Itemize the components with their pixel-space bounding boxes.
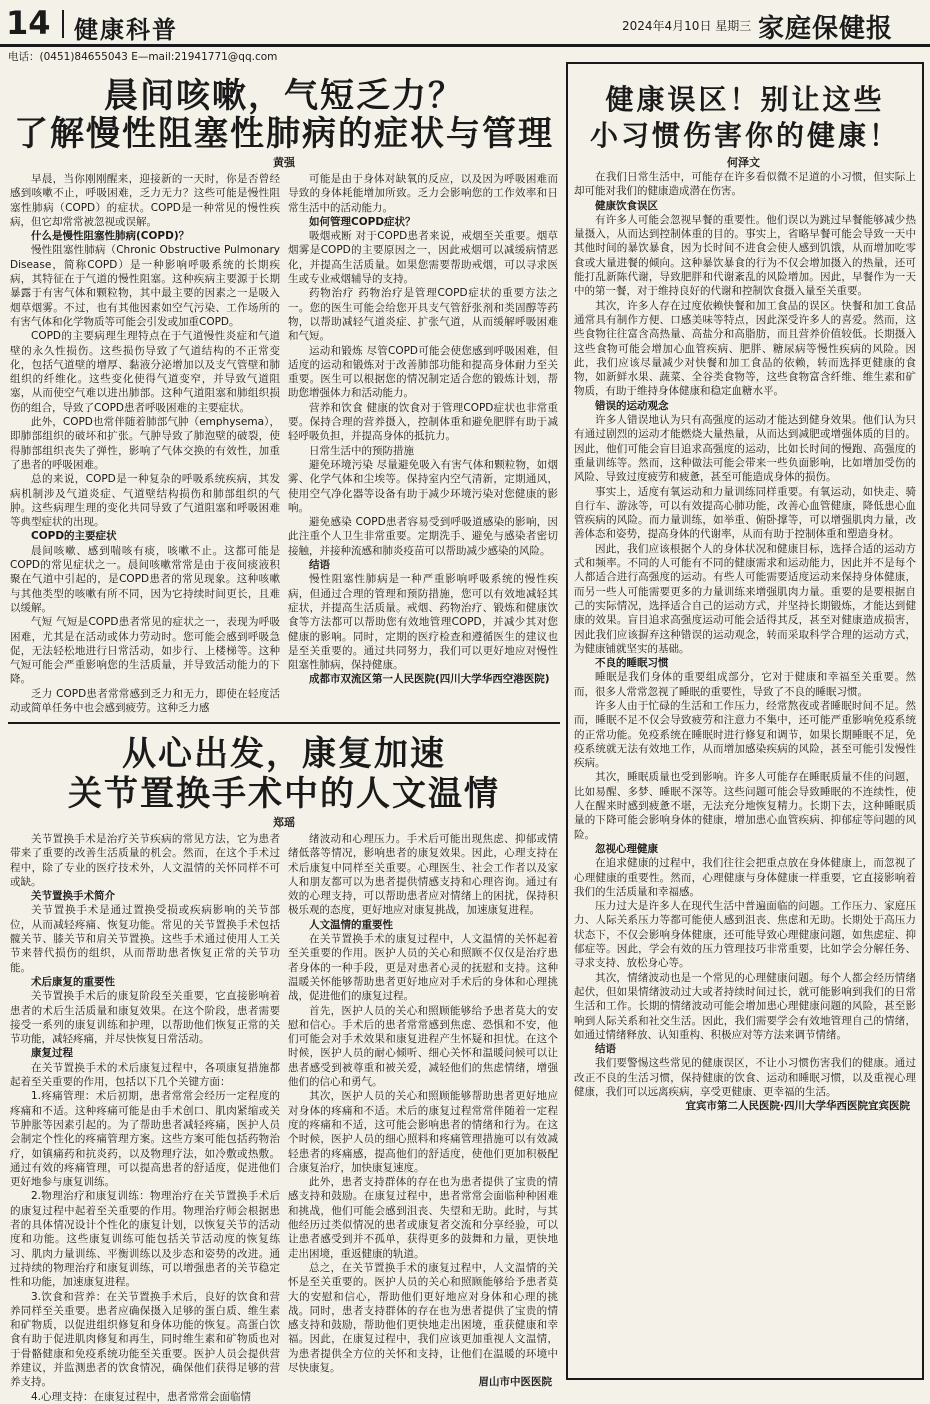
paragraph: 晨间咳嗽、感到喘咳有痰，咳嗽不止。这都可能是COPD的常见症状之一。晨间咳嗽常常是由于夜间痰液积聚在气道中引起的，是COPD患者的常见现象。这种咳嗽与其他类型的咳嗽有所不同，因为它持续时间更长，且难以缓解。 bbox=[10, 544, 280, 614]
header-rule bbox=[0, 44, 930, 47]
paragraph: 首先，医护人员的关心和照顾能够给予患者莫大的安慰和信心。手术后的患者常常感到焦虑、恐惧和不安，他们可能会对手术效果和康复进程产生怀疑和担忧。在这个时候，医护人员的耐心倾听、细心关怀和温暖问候可以让患者感受到被尊重和被关爱，减轻他们的焦虑情绪，增强他们的信心和勇气。 bbox=[288, 1004, 558, 1089]
article-divider bbox=[8, 722, 560, 724]
paragraph: 3.饮食和营养：在关节置换手术后，良好的饮食和营养同样至关重要。患者应确保摄入足够的蛋白质、维生素和矿物质，以促进组织修复和身体功能的恢复。高蛋白饮食有助于促进肌肉修复和再生，同时维生素和矿物质也对于骨骼健康和免疫系统功能至关重要。医护人员会提供营养建议，并监测患者的饮食情况，确保他们获得足够的营养支持。 bbox=[10, 1290, 280, 1389]
contact-line: 电话：(0451)84655043 E—mail:21941771@qq.com bbox=[8, 51, 278, 63]
paragraph: 绪波动和心理压力。手术后可能出现焦虑、抑郁或情绪低落等情况，影响患者的康复效果。因此，心理支持在术后康复中同样至关重要。心理医生、社会工作者以及家人和朋友都可以为患者提供情感支持和心理咨询。通过有效的心理支持，可以帮助患者应对情绪上的困扰，保持积极乐观的态度，更好地应对康复挑战，加速康复进程。 bbox=[288, 833, 558, 917]
paragraph: 避免环境污染 尽量避免吸入有害气体和颗粒物，如烟雾、化学气体和尘埃等。保持室内空气清新，定期通风，使用空气净化器等设备有助于减少环境污染对您健康的影响。 bbox=[288, 458, 558, 514]
article3-author: 何泽文 bbox=[727, 156, 760, 169]
paragraph: 其次，医护人员的关心和照顾能够帮助患者更好地应对身体的疼痛和不适。术后的康复过程常常伴随着一定程度的疼痛和不适，这可能会影响患者的情绪和行为。在这个时候，医护人员的细心照料和疼痛管理措施可以有效减轻患者的疼痛感，提高他们的舒适度，使他们更加积极配合康复治疗，加快康复速度。 bbox=[288, 1090, 558, 1174]
article3-title-line1: 健康误区！别让这些 bbox=[605, 83, 885, 116]
issue-date: 2024年4月10日 星期三 bbox=[622, 19, 752, 33]
subheading: 如何管理COPD症状？ bbox=[309, 215, 416, 228]
article3-body bbox=[574, 170, 916, 1372]
paragraph: 睡眠是我们身体的重要组成部分，它对于健康和幸福至关重要。然而，很多人常常忽视了睡眠的重要性，导致了不良的睡眠习惯。 bbox=[574, 671, 916, 698]
paragraph: 慢性阻塞性肺病（Chronic Obstructive Pulmonary Disease，简称COPD）是一种影响呼吸系统的长期疾病，其特征在于气道的慢性阻塞。这种疾病主要源于长期暴露于有害气体和颗粒物，其中最主要的因素之一是吸入烟草烟雾。不过，也有其他因素如空气污染、工作场所的有害气体和化学物质等可能会引发或加重COPD。 bbox=[10, 244, 280, 328]
paragraph: 气短 气短是COPD患者常见的症状之一，表现为呼吸困难，尤其是在活动或体力劳动时。您可能会感到呼吸急促，无法轻松地进行日常活动，如步行、上楼梯等。这种气短可能会严重影响您的生活质量，并导致活动能力的下降。 bbox=[10, 616, 280, 686]
article3-title-line2: 小习惯伤害你的健康！ bbox=[589, 119, 900, 152]
paragraph: 压力过大是许多人在现代生活中普遍面临的问题。工作压力、家庭压力、人际关系压力等都可能使人感到沮丧、焦虑和无助。长期处于高压力状态下，不仅会影响身体健康，还可能导致心理健康问题，如焦虑症、抑郁症等。因此，学会有效的压力管理技巧非常重要，比如学会分解任务、寻求支持、放松身心等。 bbox=[574, 900, 916, 970]
article2-column-2 bbox=[288, 832, 558, 1389]
paragraph: 有许多人可能会忽视早餐的重要性。他们误以为跳过早餐能够减少热量摄入，从而达到控制体重的目的。事实上，省略早餐可能会导致一天中其他时间的暴饮暴食，因为长时间不进食会使人感到饥饿，从而增加吃零食或大量进餐的倾向。这种暴饮暴食的行为不仅会增加摄入的热量，还可能打乱新陈代谢，导致肥胖和代谢紊乱的风险增加。因此，早餐作为一天中的第一餐，对于维持良好的代谢和控制饮食摄入量至关重要。 bbox=[574, 213, 916, 298]
paragraph: 其次，睡眠质量也受到影响。许多人可能存在睡眠质量不佳的问题，比如易醒、多梦、睡眠不深等。这些问题可能会导致睡眠的不连续性，使人在醒来时感到疲惫不堪，无法充分地恢复精力。长期下去，这种睡眠质量的下降可能会影响身体的健康，增加患心血管疾病、抑郁症等问题的风险。 bbox=[574, 771, 916, 841]
subheading: 人文温情的重要性 bbox=[309, 918, 393, 931]
subheading: 错误的运动观念 bbox=[595, 399, 669, 412]
article2-author: 郑瑶 bbox=[273, 816, 295, 829]
subheading: 术后康复的重要性 bbox=[31, 975, 115, 988]
paragraph: 许多人错误地认为只有高强度的运动才能达到健身效果。他们认为只有通过剧烈的运动才能燃烧大量热量，从而达到减肥或增强体质的目的。因此，他们可能会盲目追求高强度的运动，比如长时间的慢跑、高强度的重量训练等。然而，这种做法可能会带来一些负面影响，比如增加受伤的风险、导致过度疲劳和疲惫，甚至可能造成身体的损伤。 bbox=[574, 414, 916, 484]
paragraph: 营养和饮食 健康的饮食对于管理COPD症状也非常重要。保持合理的营养摄入，控制体重和避免肥胖有助于减轻呼吸负担，并提高身体的抵抗力。 bbox=[288, 401, 558, 443]
byline-institution: 宜宾市第二人民医院·四川大学华西医院宜宾医院 bbox=[685, 1100, 910, 1113]
article1-title-line2: 了解慢性阻塞性肺病的症状与管理 bbox=[14, 114, 554, 154]
paragraph: 关节置换手术是通过置换受损或疾病影响的关节部位，从而减轻疼痛、恢复功能。常见的关节置换手术包括髋关节、膝关节和肩关节置换。这些手术通过使用人工关节来替代损伤的组织，从而帮助患者恢复正常的关节功能。 bbox=[10, 904, 280, 974]
header-divider bbox=[62, 10, 64, 38]
paragraph: 可能是由于身体对缺氧的反应，以及因为呼吸困难而导致的身体耗能增加所致。乏力会影响您的工作效率和日常生活中的活动能力。 bbox=[288, 173, 558, 214]
subheading: 忽视心理健康 bbox=[595, 842, 658, 855]
paragraph: 在关节置换手术的康复过程中，人文温情的关怀起着至关重要的作用。医护人员的关心和照顾不仅仅是治疗患者身体的一种手段，更是对患者心灵的抚慰和支持。这种温暖关怀能够帮助患者更好地应对手术后的身体和心理挑战，促进他们的康复过程。 bbox=[288, 933, 558, 1003]
paragraph: 4.心理支持：在康复过程中，患者常常会面临情 bbox=[31, 1390, 252, 1403]
paragraph: 此外，COPD也常伴随着肺部气肿（emphysema），即肺部组织的破坏和扩张。气肿导致了肺泡壁的破裂，使得肺部组织丧失了弹性，影响了气体交换的有效性，加重了患者的呼吸困难。 bbox=[10, 416, 280, 471]
paragraph: 因此，我们应该根据个人的身体状况和健康目标，选择合适的运动方式和频率。不同的人可能有不同的健康需求和运动能力，因此并不是每个人都适合进行高强度的运动。有些人可能需要适度运动来保持身体健康，而另一些人可能需要更多的力量训练来增强肌肉力量。重要的是要根据自己的实际情况，选择适合自己的运动方式，并坚持长期锻炼，才能达到健康的效果。盲目追求高强度运动可能会适得其反，甚至对健康造成损害，因此我们应该摒弃这种错误的运动观念，转而采取科学合理的运动方式，为健康铺就坚实的基础。 bbox=[574, 542, 916, 655]
paragraph: 此外，患者支持群体的存在也为患者提供了宝贵的情感支持和鼓励。在康复过程中，患者常常会面临种种困难和挑战，他们可能会感到沮丧、失望和无助。此时，与其他经历过类似情况的患者或康复者交流和分享经验，可以让患者感受到并不孤单，获得更多的鼓舞和力量，更快地走出困境，重返健康的轨道。 bbox=[288, 1176, 558, 1260]
article2-title-line1: 从心出发，康复加速 bbox=[122, 734, 446, 774]
paragraph: 总之，在关节置换手术的康复过程中，人文温情的关怀是至关重要的。医护人员的关心和照顾能够给予患者莫大的安慰和信心，帮助他们更好地应对身体和心理的挑战。同时，患者支持群体的存在也为患者提供了宝贵的情感支持和鼓励，帮助他们更快地走出困境，重获健康和幸福。因此，在康复过程中，我们应该更加重视人文温情，为患者提供全方位的关怀和支持，让他们在温暖的环境中尽快康复。 bbox=[288, 1261, 558, 1374]
page-header bbox=[0, 0, 930, 48]
article1-author: 黄强 bbox=[273, 156, 295, 169]
subheading: 结语 bbox=[595, 1043, 616, 1056]
paragraph: 避免感染 COPD患者容易受到呼吸道感染的影响，因此注重个人卫生非常重要。定期洗手、避免与感染者密切接触，并接种流感和肺炎疫苗可以帮助减少感染的风险。 bbox=[288, 516, 558, 557]
paragraph: 在追求健康的过程中，我们往往会把重点放在身体健康上，而忽视了心理健康的重要性。然而，心理健康与身体健康一样重要，它直接影响着我们的生活质量和幸福感。 bbox=[574, 857, 916, 898]
subheading: 健康饮食误区 bbox=[595, 199, 658, 212]
article2-column-1 bbox=[10, 832, 280, 1403]
subheading: 什么是慢性阻塞性肺病(COPD)？ bbox=[31, 230, 190, 243]
paragraph: 我们要警惕这些常见的健康误区，不让小习惯伤害我们的健康。通过改正不良的生活习惯，保持健康的饮食、运动和睡眠习惯，以及重视心理健康，我们可以远离疾病，享受更健康、更幸福的生活。 bbox=[574, 1057, 916, 1098]
paragraph: 在关节置换手术的术后康复过程中，各项康复措施都起着至关重要的作用，包括以下几个关键方面： bbox=[10, 1061, 280, 1089]
paragraph: 日常生活中的预防措施 bbox=[309, 444, 414, 457]
paragraph: 总的来说，COPD是一种复杂的呼吸系统疾病，其发病机制涉及气道炎症、气道壁结构损伤和肺部组织的气肿。这些病理生理的变化共同导致了气道阻塞和呼吸困难等典型症状的出现。 bbox=[10, 473, 280, 529]
paragraph: 吸烟戒断 对于COPD患者来说，戒烟至关重要。烟草烟雾是COPD的主要原因之一，因此戒烟可以减缓病情恶化，并提高生活质量。如果您需要帮助戒烟，可以寻求医生或专业戒烟辅导的支持。 bbox=[288, 230, 558, 286]
paragraph: 运动和锻炼 尽管COPD可能会使您感到呼吸困难，但适度的运动和锻炼对于改善肺部功能和提高身体耐力至关重要。医生可以根据您的情况制定适合您的锻炼计划，帮助您增强体力和活动能力。 bbox=[288, 344, 558, 400]
subheading: 康复过程 bbox=[31, 1047, 73, 1060]
subheading: 结语 bbox=[309, 559, 330, 572]
page-number: 14 bbox=[6, 4, 51, 42]
article1-column-2 bbox=[288, 172, 558, 717]
paragraph: 事实上，适度有氧运动和力量训练同样重要。有氧运动，如快走、骑自行车、游泳等，可以有效提高心肺功能，改善心血管健康，降低患心血管疾病的风险。而力量训练，如举重、俯卧撑等，可以增强肌肉力量，改善体态和姿势，提高身体的代谢率，从而有助于控制体重和塑造身材。 bbox=[574, 485, 916, 541]
section-name: 健康科普 bbox=[74, 15, 178, 44]
paragraph: 其次，许多人存在过度依赖快餐和加工食品的误区。快餐和加工食品通常具有制作方便、口感美味等特点，因此深受许多人的喜爱。然而，这些食物往往富含高热量、高盐分和高脂肪，而且营养价值较低。长期摄入这些食物可能会增加心血管疾病、肥胖、糖尿病等慢性疾病的风险。因此，我们应该尽量减少对快餐和加工食品的依赖，转而选择更健康的食物，如新鲜水果、蔬菜、全谷类食物等，这些食物富含纤维、维生素和矿物质，有助于维持身体健康和稳定血糖水平。 bbox=[574, 299, 916, 398]
paragraph: 关节置换手术是治疗关节疾病的常见方法，它为患者带来了重要的改善生活质量的机会。然而，在这个手术过程中，除了专业的医疗技术外，人文温情的关怀同样不可或缺。 bbox=[10, 833, 280, 888]
paragraph: 2.物理治疗和康复训练：物理治疗在关节置换手术后的康复过程中起着至关重要的作用。物理治疗师会根据患者的具体情况设计个性化的康复计划，以恢复关节的活动度和功能。这些康复训练可能包括关节活动度的恢复练习、肌肉力量训练、平衡训练以及步态和姿势的改进。通过持续的物理治疗和康复训练，可以增强患者的关节稳定性和功能，加速康复进程。 bbox=[10, 1190, 280, 1289]
paragraph: 慢性阻塞性肺病是一种严重影响呼吸系统的慢性疾病，但通过合理的管理和预防措施，您可以有效地减轻其症状，并提高生活质量。戒烟、药物治疗、锻炼和健康饮食等方法都可以帮助您有效地管理COPD，并减少其对您健康的影响。同时，定期的医疗检查和遵循医生的建议也是至关重要的。通过共同努力，我们可以更好地应对慢性阻塞性肺病，保持健康。 bbox=[288, 573, 558, 672]
subheading: COPD的主要症状 bbox=[31, 530, 117, 543]
paragraph: 其次，情绪波动也是一个常见的心理健康问题。每个人都会经历情绪起伏，但如果情绪波动过大或者持续时间过长，就可能影响到我们的日常生活和工作。长期的情绪波动可能会增加患心理健康问题的风险，甚至影响到人际关系和社交生活。因此，我们需要学会有效地管理自己的情绪，如通过情绪释放、认知重构、积极应对等方法来调节情绪。 bbox=[574, 971, 916, 1041]
subheading: 关节置换手术简介 bbox=[31, 890, 115, 903]
article2-title-line2: 关节置换手术中的人文温情 bbox=[68, 774, 500, 814]
paragraph: 乏力 COPD患者常常感到乏力和无力，即使在轻度活动或简单任务中也会感到疲劳。这种乏力感 bbox=[10, 687, 280, 714]
subheading: 不良的睡眠习惯 bbox=[595, 657, 669, 670]
article1-column-1 bbox=[10, 172, 280, 717]
paragraph: 药物治疗 药物治疗是管理COPD症状的重要方法之一。您的医生可能会给您开具支气管舒张剂和类固醇等药物，以帮助减轻气道炎症、扩张气道，从而缓解呼吸困难和气短。 bbox=[288, 287, 558, 343]
paragraph: COPD的主要病理生理特点在于气道慢性炎症和气道壁的永久性损伤。这些损伤导致了气道结构的不正常变化，包括气道壁的增厚、黏液分泌增加以及支气管壁和肺组织的纤维化。这些变化使得气道变窄，并导致气道阻塞，从而使空气难以进出肺部。这种气道阻塞和肺组织损伤的组合，导致了COPD患者呼吸困难的主要症状。 bbox=[10, 330, 280, 414]
paragraph: 在我们日常生活中，可能存在许多看似微不足道的小习惯，但实际上却可能对我们的健康造成潜在伤害。 bbox=[574, 171, 916, 198]
paragraph: 关节置换手术后的康复阶段至关重要，它直接影响着患者的术后生活质量和康复效果。在这个阶段，患者需要接受一系列的康复训练和护理，以帮助他们恢复正常的关节功能，减轻疼痛，并尽快恢复日常活动。 bbox=[10, 990, 280, 1046]
article1-title-line1: 晨间咳嗽，气短乏力？ bbox=[104, 76, 464, 116]
paragraph: 1.疼痛管理：术后初期，患者常常会经历一定程度的疼痛和不适。这种疼痛可能是由手术创口、肌肉紧缩或关节肿胀等因素引起的。为了帮助患者减轻疼痛，医护人员会制定个性化的疼痛管理方案。这些方案可能包括药物治疗，如镇痛药和抗炎药，以及物理疗法，如冷敷或热敷。通过有效的疼痛管理，可以提高患者的舒适度，促进他们更好地参与康复训练。 bbox=[10, 1090, 280, 1189]
paragraph: 许多人由于忙碌的生活和工作压力，经常熬夜或者睡眠时间不足。然而，睡眠不足不仅会导致疲劳和注意力不集中，还可能严重影响免疫系统的正常功能。免疫系统在睡眠时进行修复和调节，如果长期睡眠不足，免疫系统就无法有效地工作，从而增加感染疾病的风险，甚至可能引发慢性疾病。 bbox=[574, 699, 916, 770]
paragraph: 早晨，当你刚刚醒来，迎接新的一天时，你是否曾经感到咳嗽不止，呼吸困难，乏力无力？这些可能是慢性阻塞性肺病（COPD）的症状。COPD是一种常见的慢性疾病，但它却常常被忽视或误解。 bbox=[10, 173, 280, 228]
paper-name: 家庭保健报 bbox=[758, 14, 894, 44]
byline-institution: 成都市双流区第一人民医院(四川大学华西空港医院) bbox=[309, 673, 550, 686]
byline-institution: 眉山市中医医院 bbox=[478, 1376, 552, 1389]
